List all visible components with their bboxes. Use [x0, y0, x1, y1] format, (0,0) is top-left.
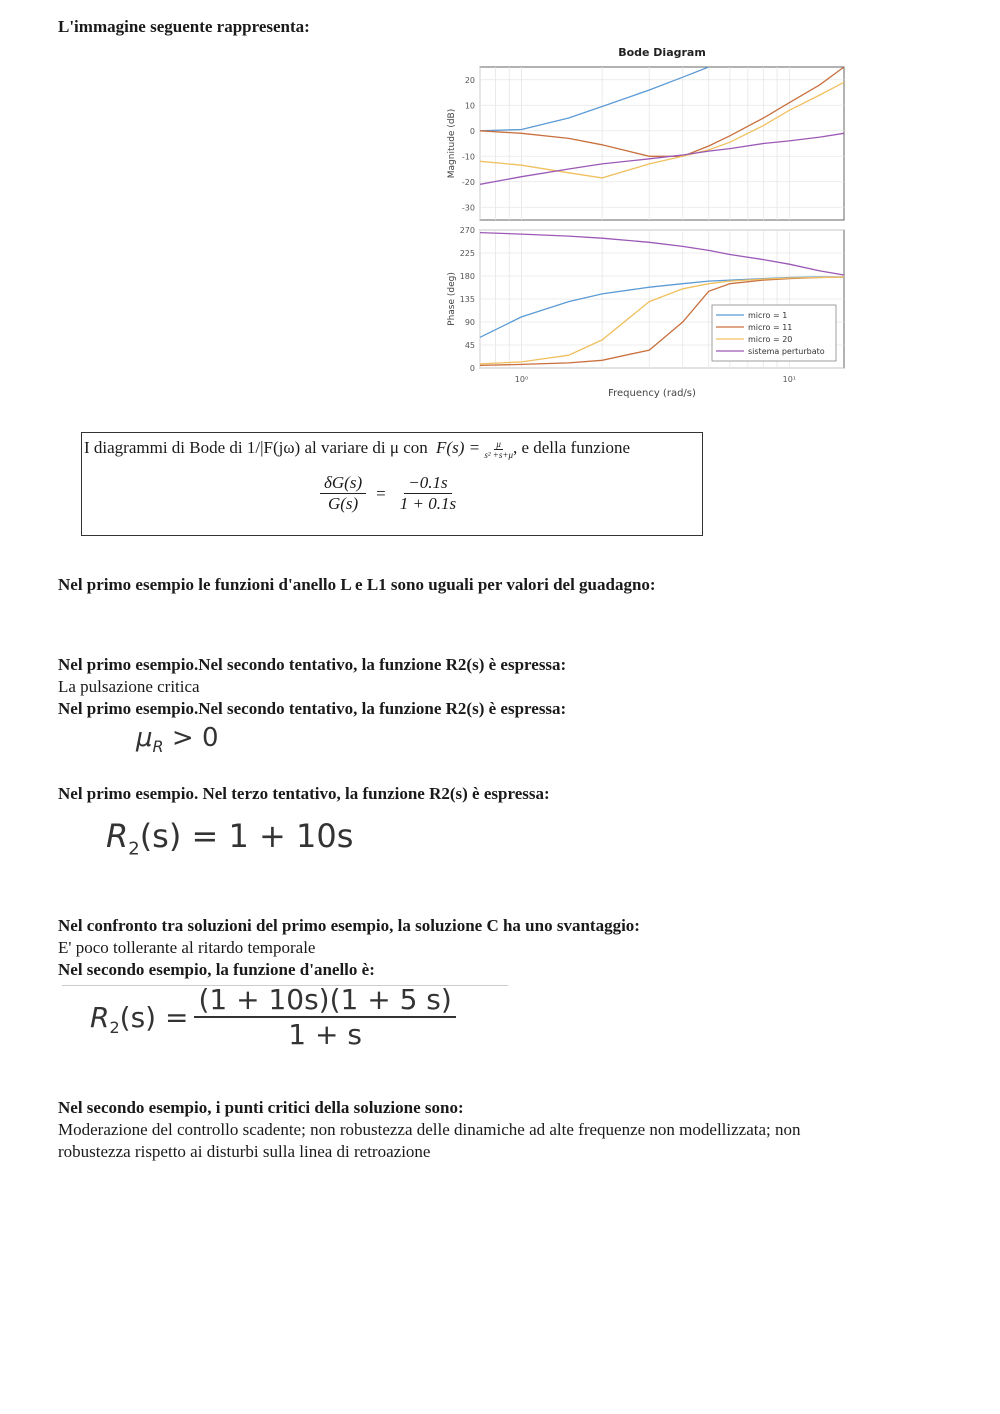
f-label: F(s) = — [436, 438, 481, 457]
question-4: Nel primo esempio.Nel secondo tentativo, la funzione R2(s) è espressa: — [58, 699, 567, 718]
deltaG-denominator: G(s) — [327, 494, 359, 513]
phase-ytick-label: 135 — [459, 295, 475, 304]
ratio-denominator: 1 + 0.1s — [399, 494, 457, 513]
r2b-equals: (s) = — [119, 1000, 189, 1034]
chart-title: Bode Diagram — [618, 46, 706, 59]
legend-entry: micro = 1 — [748, 311, 788, 320]
ratio-fraction — [396, 473, 460, 514]
f-numerator: μ — [496, 438, 501, 449]
equals-sign: = — [376, 483, 386, 503]
f-denominator: s² +s+μ — [484, 449, 513, 460]
magnitude-ytick-label: 20 — [464, 75, 475, 85]
r2b-subscript: 2 — [109, 1018, 120, 1037]
r2b-numerator: (1 + 10s)(1 + 5 s) — [194, 983, 455, 1018]
question-1: L'immagine seguente rappresenta: — [58, 17, 310, 36]
r2-formula-second-example — [90, 983, 456, 1051]
phase-ytick-label: 180 — [459, 272, 475, 281]
phase-ytick-label: 90 — [464, 318, 475, 327]
chart-xlabel: Frequency (rad/s) — [608, 388, 696, 399]
question-3: Nel primo esempio.Nel secondo tentativo, la funzione R2(s) è espressa: — [58, 655, 567, 674]
question-5: Nel primo esempio. Nel terzo tentativo, la funzione R2(s) è espressa: — [58, 784, 550, 803]
question-7: Nel secondo esempio, la funzione d'anello è: — [58, 960, 375, 979]
r2-formula-third — [106, 817, 353, 859]
phase-ytick-label: 0 — [469, 364, 475, 373]
legend-entry: micro = 20 — [748, 335, 793, 344]
question-6: Nel confronto tra soluzioni del primo esempio, la soluzione C ha uno svantaggio: — [58, 916, 640, 935]
r2-symbol: R — [106, 817, 129, 855]
answer-6: E' poco tollerante al ritardo temporale — [58, 938, 316, 957]
mu-subscript: R — [152, 737, 164, 757]
phase-ytick-label: 45 — [464, 341, 475, 350]
mu-symbol: μ — [136, 723, 153, 753]
phase-ytick-label: 270 — [459, 226, 475, 235]
caption-text: I diagrammi di Bode di 1/|F(jω) al variare di μ con — [84, 438, 428, 457]
answer-3: La pulsazione critica — [58, 677, 200, 696]
legend-entry: sistema perturbato — [748, 347, 825, 356]
answer-8-line-2: robustezza rispetto ai disturbi sulla linea di retroazione — [58, 1142, 431, 1161]
magnitude-ytick-label: 0 — [469, 126, 475, 136]
mu-inequality: > 0 — [163, 723, 219, 753]
question-8: Nel secondo esempio, i punti critici della soluzione sono: — [58, 1098, 464, 1117]
magnitude-ytick-label: -30 — [461, 203, 475, 213]
mu-r-formula — [136, 723, 219, 756]
r2-expression: (s) = 1 + 10s — [139, 817, 354, 855]
f-fraction — [484, 439, 513, 460]
r2b-symbol: R — [90, 1000, 110, 1034]
x-tick-label: 10¹ — [782, 375, 797, 384]
legend-entry: micro = 11 — [748, 323, 793, 332]
phase-ytick-label: 225 — [459, 249, 475, 258]
phase-ylabel: Phase (deg) — [447, 272, 457, 326]
caption-equation — [320, 473, 460, 514]
magnitude-ytick-label: -10 — [461, 152, 475, 162]
r2b-denominator: 1 + s — [288, 1018, 362, 1051]
magnitude-ytick-label: -20 — [461, 177, 475, 187]
caption-line-1 — [84, 438, 630, 460]
caption-suffix: , e della funzione — [512, 438, 631, 457]
r2-subscript: 2 — [128, 838, 140, 860]
answer-8-line-1: Moderazione del controllo scadente; non robustezza delle dinamiche ad alte frequenze non modellizzata; non — [58, 1120, 801, 1139]
magnitude-ytick-label: 10 — [464, 101, 475, 111]
question-2: Nel primo esempio le funzioni d'anello L e L1 sono uguali per valori del guadagno: — [58, 575, 656, 594]
deltaG-numerator: δG(s) — [320, 473, 366, 494]
ratio-numerator: −0.1s — [404, 473, 451, 494]
deltaG-fraction — [320, 473, 366, 514]
r2b-fraction — [194, 983, 455, 1051]
x-tick-label: 10⁰ — [514, 375, 529, 384]
magnitude-ylabel: Magnitude (dB) — [447, 108, 457, 179]
caption-box — [81, 432, 703, 536]
bode-diagram-chart — [440, 40, 860, 410]
